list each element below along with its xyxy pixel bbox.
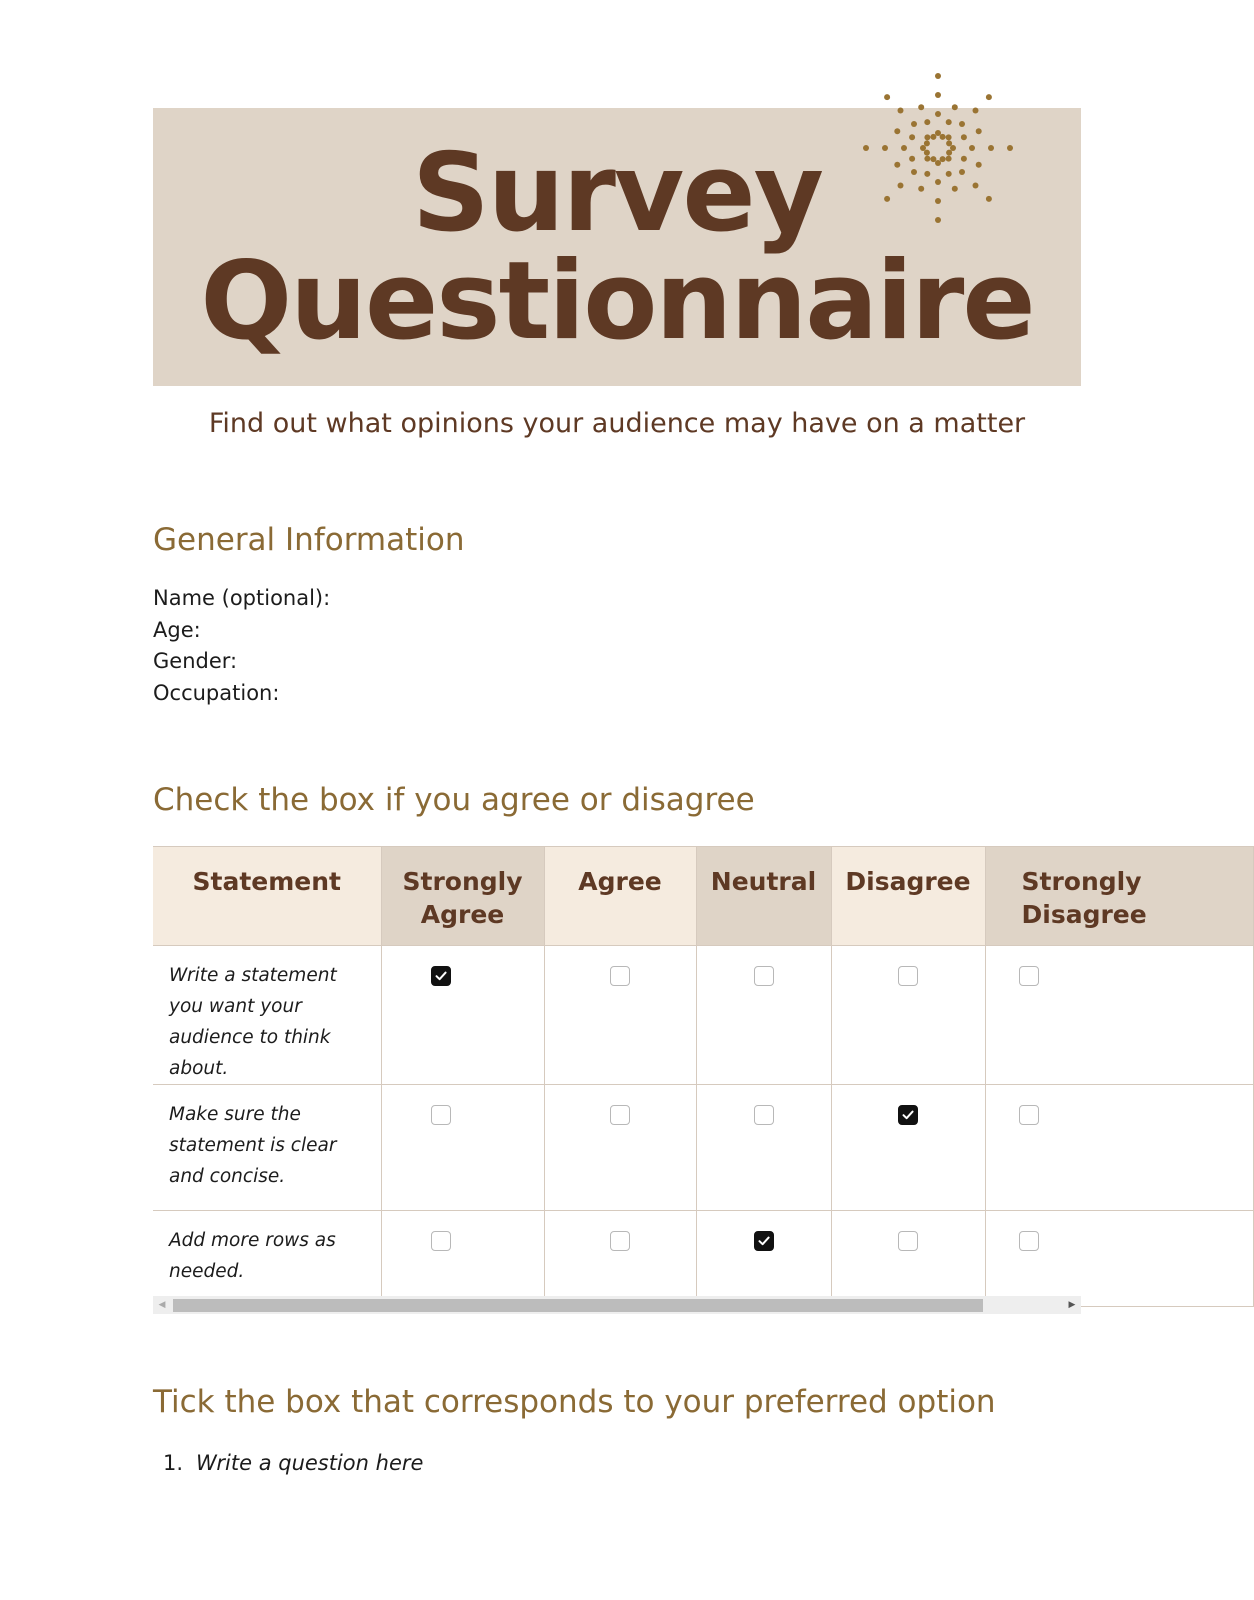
sparkle-dot	[935, 130, 941, 136]
table-horizontal-scrollbar[interactable]	[153, 1296, 1081, 1314]
column-header-agree: Agree	[544, 847, 696, 946]
subtitle: Find out what opinions your audience may have on a matter	[208, 408, 1026, 439]
agree-disagree-table	[153, 846, 1254, 1307]
response-cell-agree	[544, 946, 696, 1085]
response-cell-disagree	[831, 1085, 985, 1211]
sparkle-dot	[894, 128, 900, 134]
sparkle-dot	[884, 94, 890, 100]
response-cell-agree	[544, 1085, 696, 1211]
checkbox-strongly-agree[interactable]	[431, 1105, 451, 1125]
question-text: Write a question here	[196, 1451, 424, 1475]
table-header-row	[153, 847, 1253, 946]
checkmark-icon	[434, 969, 448, 983]
response-cell-neutral	[696, 946, 831, 1085]
checkbox-neutral[interactable]	[754, 966, 774, 986]
scroll-left-arrow-icon[interactable]: ◀	[158, 1300, 166, 1310]
statement-cell: Add more rows as needed.	[153, 1211, 381, 1307]
preferred-option-heading: Tick the box that corresponds to your preferred option	[153, 1384, 996, 1420]
checkbox-strongly-disagree[interactable]	[1019, 1105, 1039, 1125]
question-number: 1.	[163, 1451, 184, 1475]
sparkle-dot	[935, 73, 941, 79]
agree-disagree-table-scroll[interactable]	[153, 846, 1147, 1314]
statement-cell: Write a statement you want your audience to think about.	[153, 946, 381, 1085]
sparkle-dot	[898, 108, 904, 114]
response-cell-strongly-disagree	[985, 1211, 1253, 1307]
response-cell-strongly-agree	[381, 946, 544, 1085]
response-cell-strongly-disagree	[985, 946, 1253, 1085]
table-row	[153, 946, 1253, 1085]
response-cell-neutral	[696, 1211, 831, 1307]
sparkle-dot	[935, 92, 941, 98]
sparkle-dot	[952, 104, 958, 110]
checked-checkbox-disagree[interactable]	[898, 1105, 918, 1125]
checkbox-agree[interactable]	[610, 1231, 630, 1251]
field-occupation-label: Occupation:	[153, 680, 280, 705]
sparkle-dot	[935, 111, 941, 117]
field-name-label: Name (optional):	[153, 586, 331, 610]
column-header-disagree: Disagree	[831, 847, 985, 946]
field-age-label: Age:	[153, 617, 201, 642]
sparkle-dot	[940, 134, 946, 140]
checkbox-strongly-agree[interactable]	[431, 1231, 451, 1251]
checked-checkbox-neutral[interactable]	[754, 1231, 774, 1251]
response-cell-strongly-agree	[381, 1211, 544, 1307]
checkmark-icon	[757, 1234, 771, 1248]
checkbox-agree[interactable]	[610, 1105, 630, 1125]
sparkle-dot	[946, 119, 952, 125]
scrollbar-thumb[interactable]	[173, 1299, 983, 1312]
checkbox-disagree[interactable]	[898, 1231, 918, 1251]
column-header-statement: Statement	[153, 847, 381, 946]
sparkle-dot	[924, 119, 930, 125]
response-cell-strongly-disagree	[985, 1085, 1253, 1211]
checkbox-neutral[interactable]	[754, 1105, 774, 1125]
sparkle-dot	[930, 134, 936, 140]
response-cell-disagree	[831, 946, 985, 1085]
sparkle-dot	[918, 104, 924, 110]
field-gender-label: Gender:	[153, 649, 238, 673]
checkbox-strongly-disagree[interactable]	[1019, 966, 1039, 986]
sparkle-dot	[976, 128, 982, 134]
response-cell-neutral	[696, 1085, 831, 1211]
agree-disagree-heading: Check the box if you agree or disagree	[153, 782, 755, 818]
column-header-strongly-agree: Strongly Agree	[381, 847, 544, 946]
general-information-heading: General Information	[153, 522, 465, 558]
checkbox-agree[interactable]	[610, 966, 630, 986]
question-list	[163, 1451, 423, 1475]
checkbox-strongly-disagree[interactable]	[1019, 1231, 1039, 1251]
checkmark-icon	[901, 1108, 915, 1122]
response-cell-agree	[544, 1211, 696, 1307]
statement-cell: Make sure the statement is clear and concise.	[153, 1085, 381, 1211]
column-header-neutral: Neutral	[696, 847, 831, 946]
general-info-fields	[153, 583, 330, 709]
sparkle-dot	[986, 94, 992, 100]
title-line-1: Survey	[412, 131, 822, 256]
title-banner	[153, 108, 1081, 386]
sparkle-dot	[911, 121, 917, 127]
title-line-2: Questionnaire	[200, 239, 1034, 364]
scroll-right-arrow-icon[interactable]: ▶	[1068, 1300, 1076, 1310]
table-row	[153, 1085, 1253, 1211]
checked-checkbox-strongly-agree[interactable]	[431, 966, 451, 986]
sparkle-dot	[959, 121, 965, 127]
table-row	[153, 1211, 1253, 1307]
sparkle-dot	[973, 108, 979, 114]
response-cell-strongly-agree	[381, 1085, 544, 1211]
question-item	[163, 1451, 423, 1475]
column-header-strongly-disagree: Strongly Disagree	[985, 847, 1253, 946]
response-cell-disagree	[831, 1211, 985, 1307]
checkbox-disagree[interactable]	[898, 966, 918, 986]
